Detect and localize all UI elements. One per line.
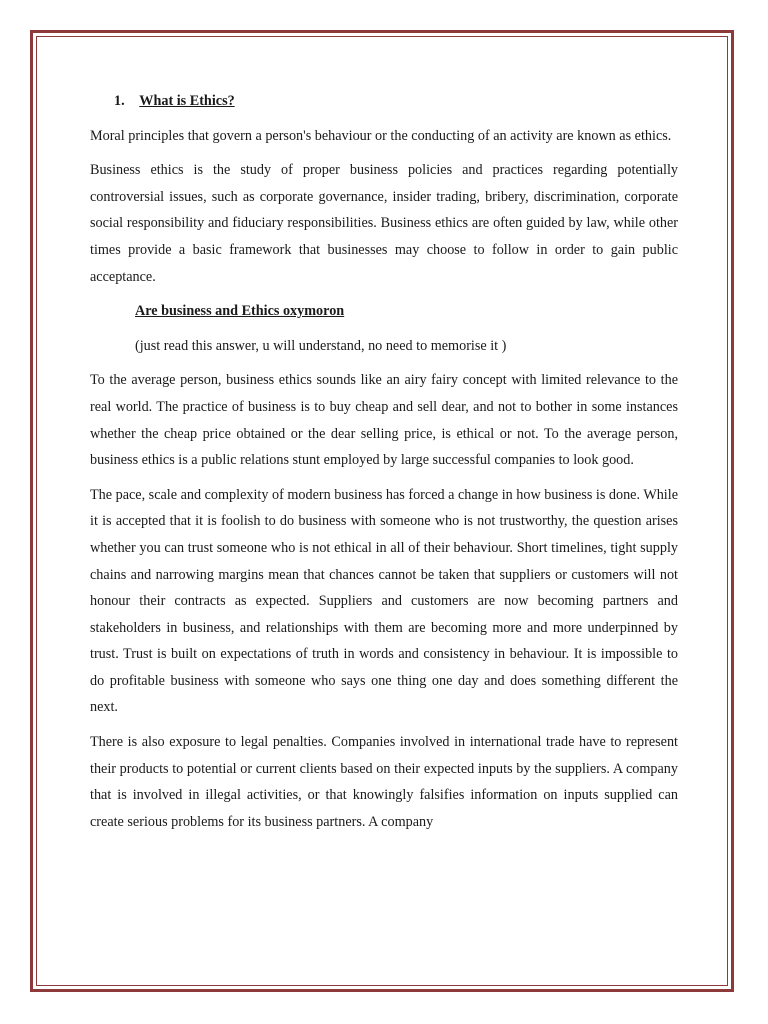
section-title: What is Ethics?	[139, 93, 235, 109]
body-paragraph-legal-penalties: There is also exposure to legal penalties. Companies involved in international trade have to represent their products to potential or current clients based on their expected inputs by the suppliers. A company that is involved in illegal activities, or that knowingly falsifies information on inputs supplied can create serious problems for its business partners. A company	[90, 734, 678, 830]
section-number: 1.	[114, 93, 125, 109]
definition-paragraph: Moral principles that govern a person's behaviour or the conducting of an activity are known as ethics.	[90, 127, 672, 144]
business-ethics-paragraph: Business ethics is the study of proper business policies and practices regarding potentially controversial issues, such as corporate governance, insider trading, bribery, discrimination, corporate social responsibility and fiduciary responsibilities. Business ethics are often guided by law, while other times provide a basic framework that businesses may choose to follow in order to gain public acceptance.	[90, 162, 678, 285]
section-heading	[114, 88, 678, 115]
body-paragraph-modern-business: The pace, scale and complexity of modern business has forced a change in how business is done. While it is accepted that it is foolish to do business with someone who is not trustworthy, the question arises whether you can trust someone who is not ethical in all of their behaviour. Short timelines, tight supply chains and narrowing margins mean that chances cannot be taken that suppliers or customers will not honour their contracts as expected. Suppliers and customers are now becoming partners and stakeholders in business, and relationships with them are becoming more and more underpinned by trust. Trust is built on expectations of truth in words and consistency in behaviour. It is impossible to do profitable business with someone who says one thing one day and does something different the next.	[90, 486, 678, 716]
oxymoron-subheading: Are business and Ethics oxymoron	[135, 303, 345, 320]
study-note: (just read this answer, u will understand, no need to memorise it )	[135, 337, 507, 354]
body-paragraph-average-person: To the average person, business ethics sounds like an airy fairy concept with limited relevance to the real world. The practice of business is to buy cheap and sell dear, and not to bother in some instances whether the cheap price obtained or the dear selling price, is ethical or not. To the average person, business ethics is a public relations stunt employed by large successful companies to look good.	[90, 372, 678, 469]
document-body	[90, 88, 678, 843]
